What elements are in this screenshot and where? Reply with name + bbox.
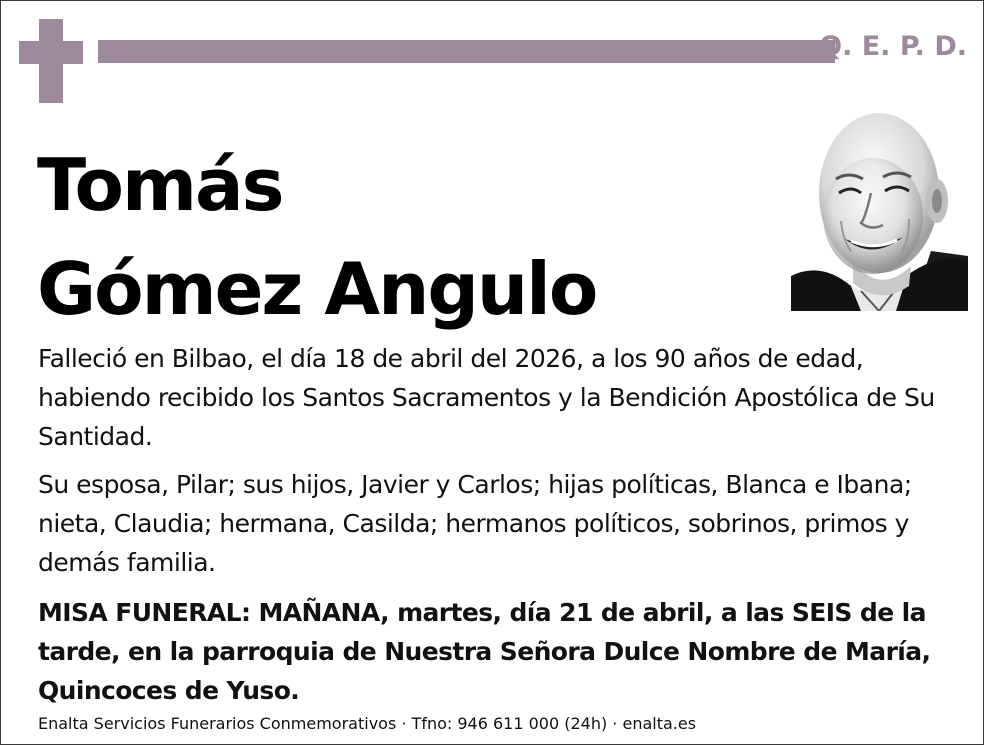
header-rule (98, 40, 835, 63)
qepd-label: Q. E. P. D. (819, 31, 967, 62)
cross-icon (19, 19, 83, 103)
funeral-paragraph: MISA FUNERAL: MAÑANA, martes, día 21 de abril, a las SEIS de la tarde, en la parroquia de Nuestra Señora Dulce Nombre de María, Quincoces de Yuso. (38, 598, 931, 705)
death-paragraph: Falleció en Bilbao, el día 18 de abril del 2026, a los 90 años de edad, habiendo recibido los Santos Sacramentos y la Bendición Apostólica de Su Santidad. (38, 344, 935, 451)
portrait-photo (791, 101, 968, 311)
deceased-name (37, 133, 596, 341)
footer-credit: Enalta Servicios Funerarios Conmemorativos · Tfno: 946 611 000 (24h) · enalta.es (38, 714, 697, 733)
first-name: Tomás (37, 143, 283, 227)
surnames: Gómez Angulo (37, 247, 597, 331)
family-paragraph: Su esposa, Pilar; sus hijos, Javier y Carlos; hijas políticas, Blanca e Ibana; nieta, Claudia; hermana, Casilda; hermanos políticos, sobrinos, primos y demás familia. (38, 470, 912, 577)
